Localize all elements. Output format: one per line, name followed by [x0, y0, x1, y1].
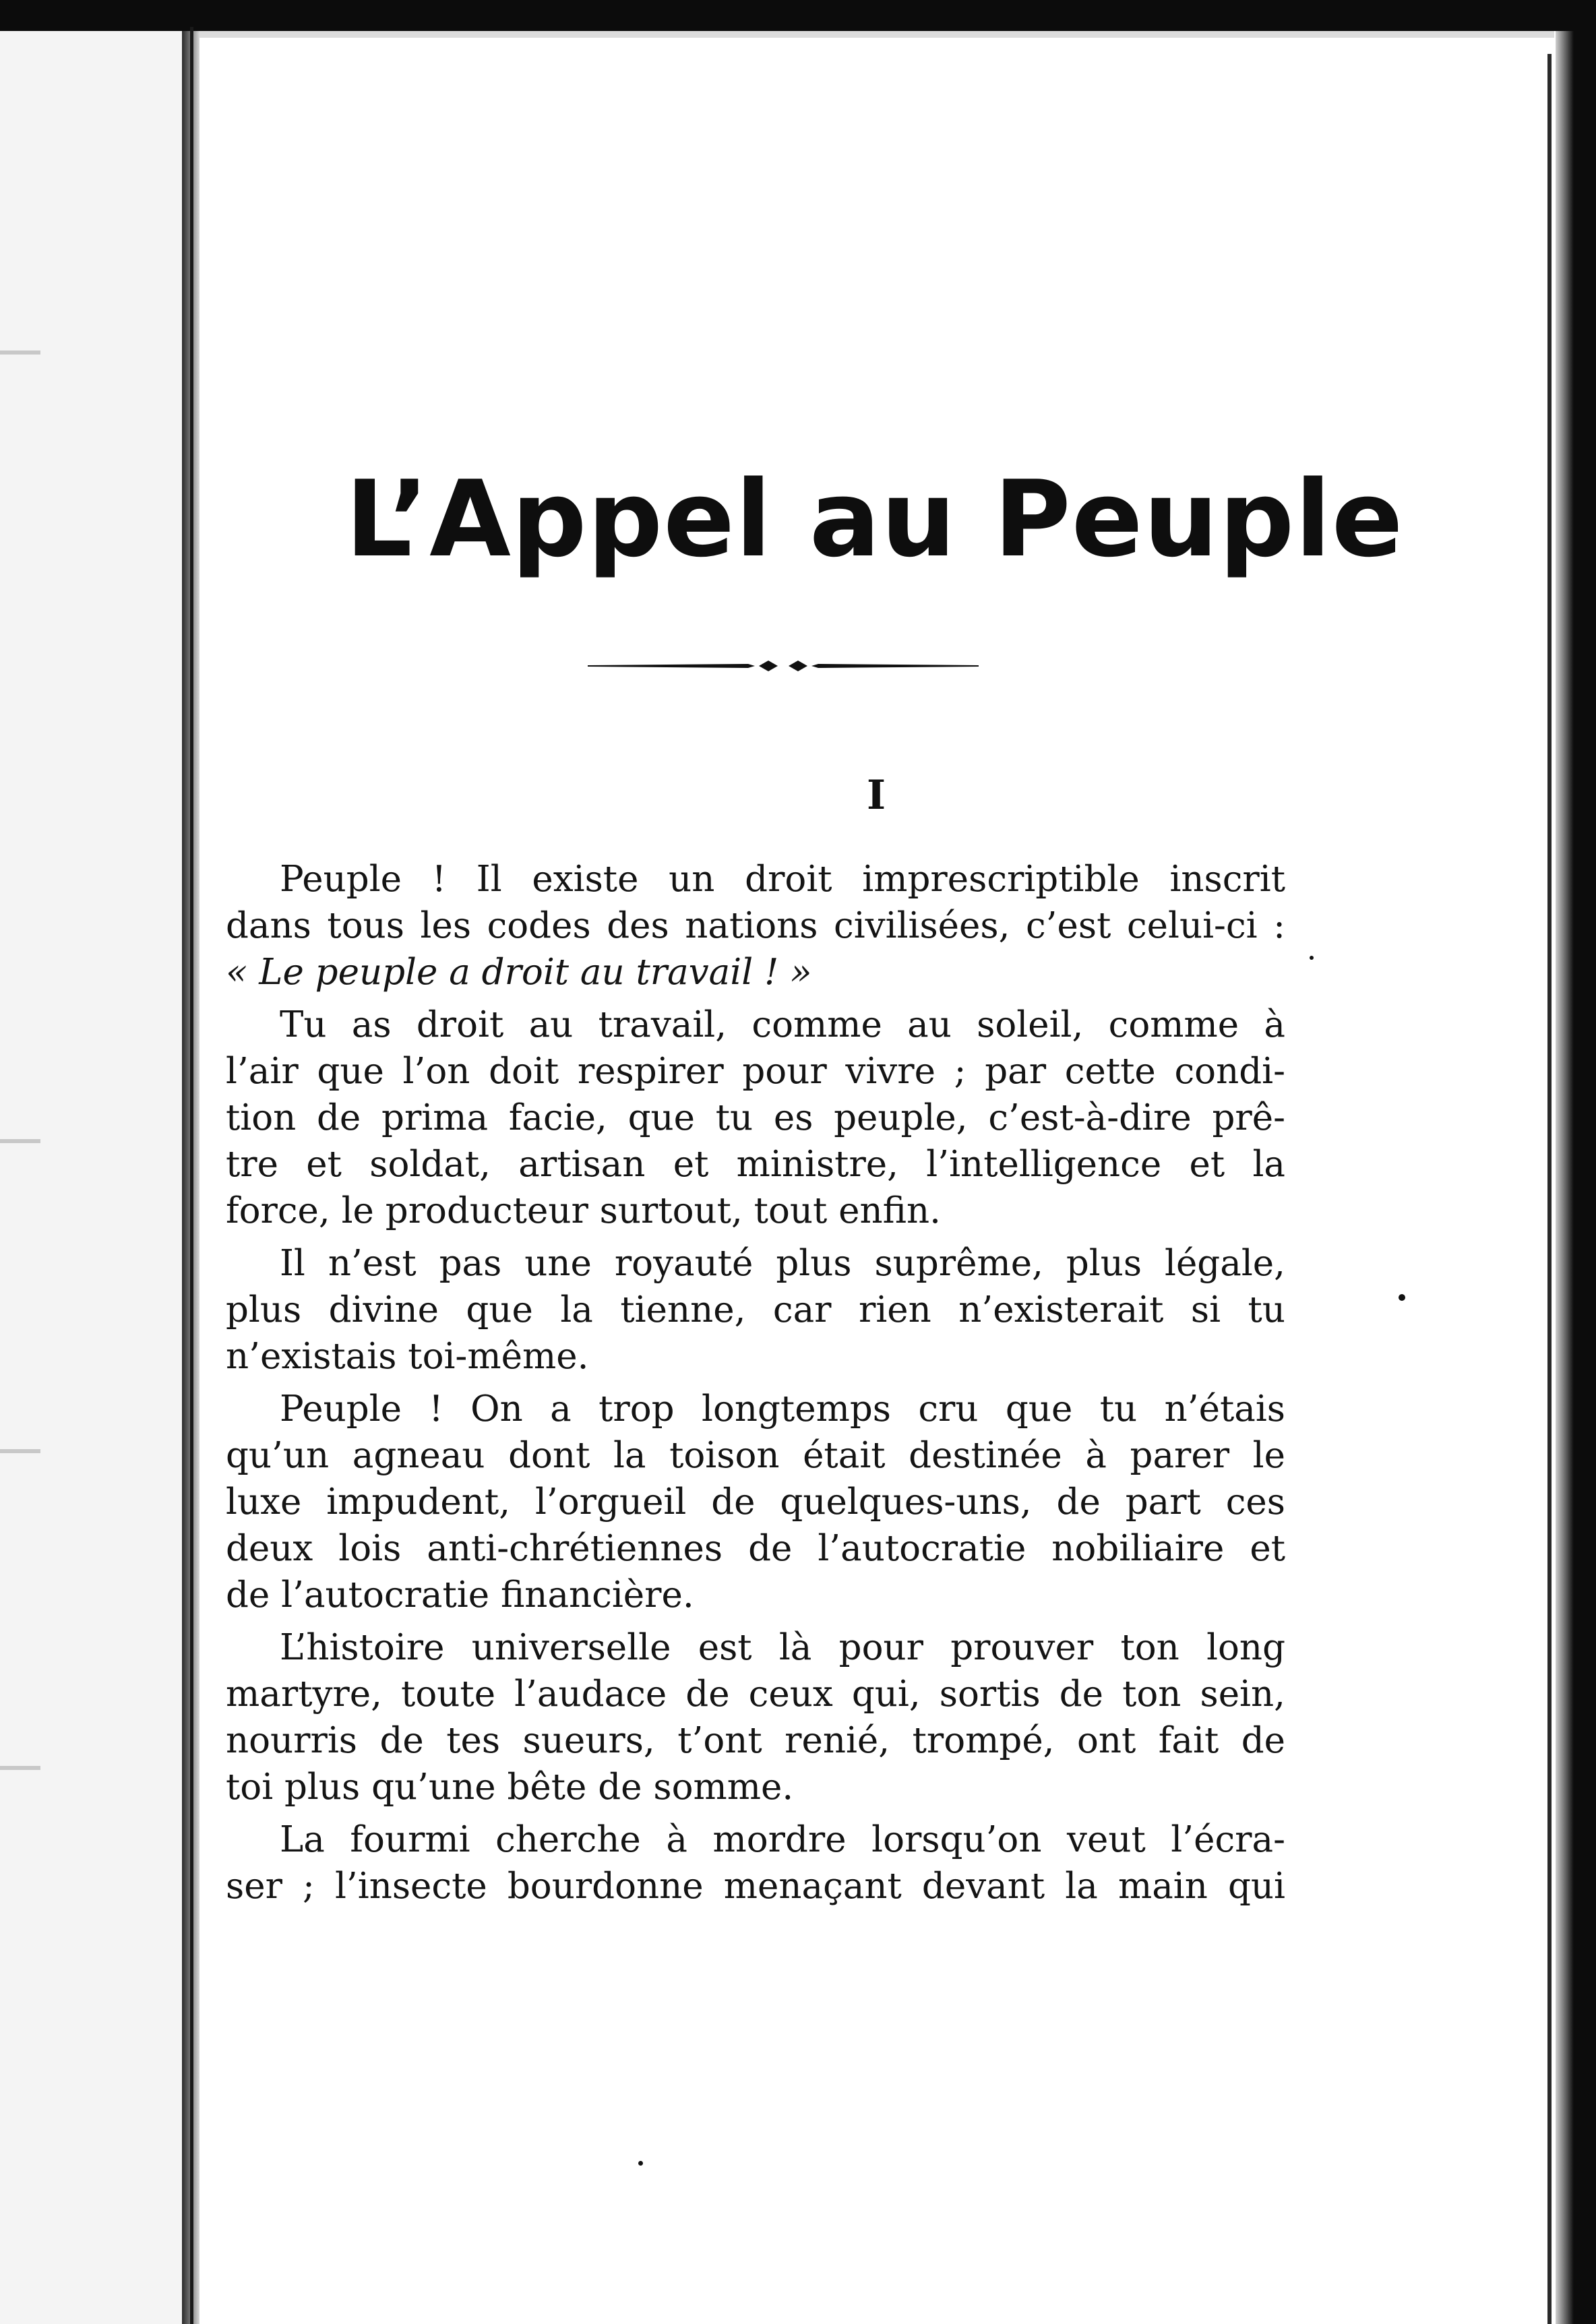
- scan-speck: [1310, 956, 1314, 960]
- paragraph: [226, 1240, 1285, 1380]
- text-line: Peuple ! Il existe un droit imprescriptible inscrit: [280, 859, 1285, 900]
- page-title: L’Appel au Peuple: [345, 458, 1404, 580]
- facing-page-mark: [0, 350, 40, 355]
- scan-top-border: [0, 0, 1596, 31]
- text-line: luxe impudent, l’orgueil de quelques-uns, de part ces: [226, 1481, 1285, 1523]
- text-line: n’existais toi-même.: [226, 1336, 589, 1377]
- facing-page-mark: [0, 1139, 40, 1143]
- paragraph: [226, 1002, 1285, 1234]
- page-top-edge: [200, 31, 1554, 38]
- facing-page-mark: [0, 1766, 40, 1770]
- text-line: martyre, toute l’audace de ceux qui, sortis de ton sein,: [226, 1674, 1285, 1715]
- text-line: tion de prima facie, que tu es peuple, c’est-à-dire prê-: [226, 1097, 1285, 1138]
- facing-page-strip: [0, 31, 182, 2324]
- text-line: « Le peuple a droit au travail ! »: [226, 952, 812, 993]
- paragraph: [226, 1816, 1285, 1909]
- body-text: [226, 856, 1285, 1909]
- facing-page-mark: [0, 1449, 40, 1453]
- paragraph: [226, 856, 1285, 996]
- text-line: La fourmi cherche à mordre lorsqu’on veut l’écra-: [280, 1819, 1285, 1860]
- text-line: Il n’est pas une royauté plus suprême, plus légale,: [280, 1243, 1285, 1284]
- text-line: force, le producteur surtout, tout enfin.: [226, 1190, 941, 1231]
- text-line: Tu as droit au travail, comme au soleil, comme à: [280, 1004, 1285, 1045]
- text-line: toi plus qu’une bête de somme.: [226, 1767, 794, 1808]
- text-line: l’air que l’on doit respirer pour vivre ; par cette condi-: [226, 1051, 1285, 1092]
- text-line: qu’un agneau dont la toison était destinée à parer le: [226, 1435, 1285, 1476]
- text-line: deux lois anti-chrétiennes de l’autocratie nobiliaire et: [226, 1528, 1285, 1569]
- text-line: de l’autocratie financière.: [226, 1574, 694, 1616]
- text-line: dans tous les codes des nations civilisées, c’est celui-ci :: [226, 905, 1285, 946]
- section-number: I: [866, 772, 886, 819]
- paragraph: [226, 1386, 1285, 1618]
- scan-speck: [1399, 1294, 1405, 1301]
- spine-line: [190, 27, 193, 2324]
- paragraph: [226, 1624, 1285, 1810]
- text-line: ser ; l’insecte bourdonne menaçant devant la main qui: [226, 1866, 1285, 1907]
- text-line: L’histoire universelle est là pour prouver ton long: [280, 1627, 1285, 1668]
- scan-speck: [638, 2161, 643, 2166]
- text-line: nourris de tes sueurs, t’ont renié, trompé, ont fait de: [226, 1720, 1285, 1761]
- scan-right-border: [1556, 31, 1596, 2324]
- text-line: Peuple ! On a trop longtemps cru que tu n’étais: [280, 1388, 1285, 1430]
- text-line: plus divine que la tienne, car rien n’existerait si tu: [226, 1289, 1285, 1331]
- page-right-edge: [1547, 54, 1552, 2324]
- text-line: tre et soldat, artisan et ministre, l’intelligence et la: [226, 1144, 1285, 1185]
- title-ornament-rule: [588, 646, 979, 686]
